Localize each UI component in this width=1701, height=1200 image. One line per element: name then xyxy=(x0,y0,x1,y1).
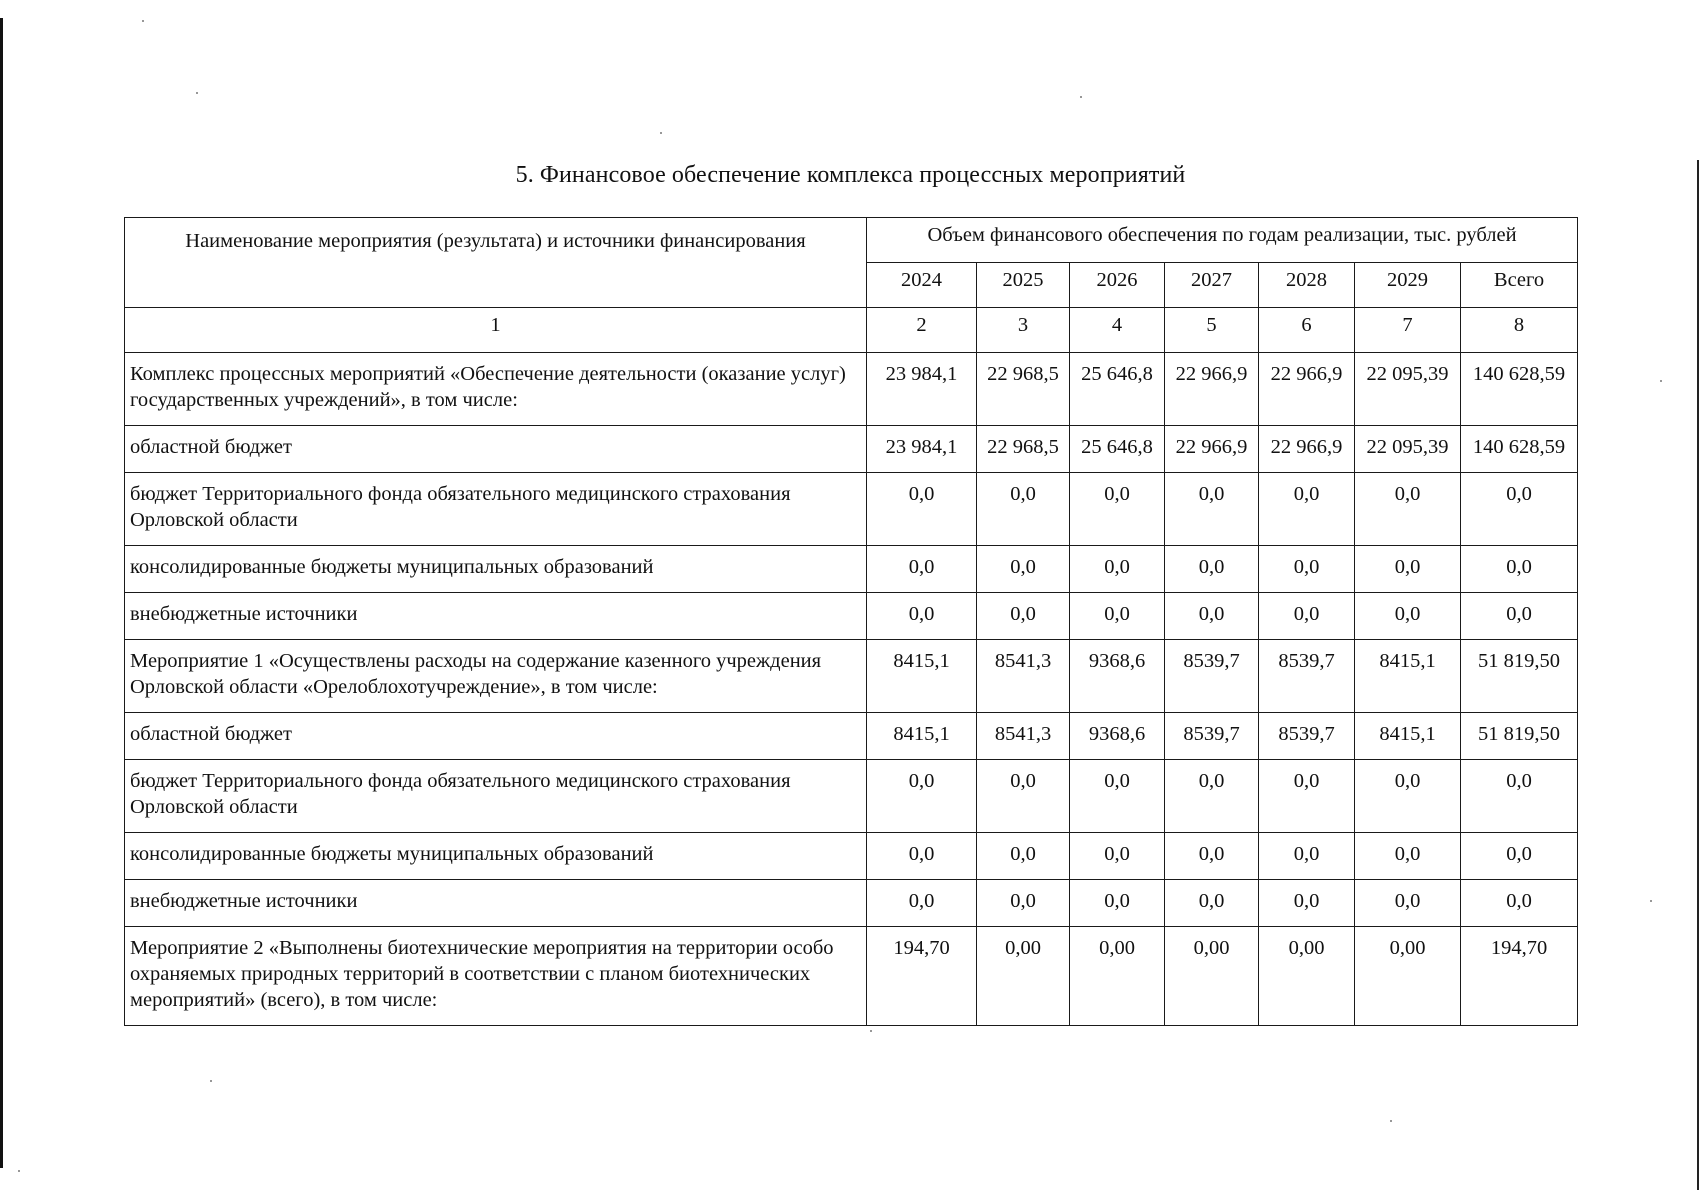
row-total-cell: 140 628,59 xyxy=(1461,426,1578,473)
scan-speck xyxy=(1650,900,1652,902)
row-value-cell: 0,0 xyxy=(977,833,1070,880)
row-name-cell: бюджет Территориального фонда обязательного медицинского страхования Орловской области xyxy=(125,473,867,546)
page-title: 5. Финансовое обеспечение комплекса процессных мероприятий xyxy=(515,162,1186,188)
table-row xyxy=(125,473,1578,546)
row-value-cell: 0,0 xyxy=(1355,760,1461,833)
row-value-cell: 0,0 xyxy=(1070,473,1165,546)
row-total-cell: 0,0 xyxy=(1461,593,1578,640)
row-value-cell: 0,00 xyxy=(1070,927,1165,1026)
row-value-cell: 0,0 xyxy=(1259,880,1355,927)
scan-left-border xyxy=(0,18,3,1168)
row-value-cell: 22 968,5 xyxy=(977,353,1070,426)
header-name-cell: Наименование мероприятия (результата) и источники финансирования xyxy=(125,218,867,308)
row-value-cell: 8415,1 xyxy=(867,640,977,713)
financing-table xyxy=(124,217,1578,1026)
year-cell: 2027 xyxy=(1165,263,1259,308)
row-name-cell: Комплекс процессных мероприятий «Обеспечение деятельности (оказание услуг) государственных учреждений», в том числе: xyxy=(125,353,867,426)
scan-speck xyxy=(1660,380,1662,382)
row-value-cell: 0,0 xyxy=(1165,546,1259,593)
total-header-cell: Всего xyxy=(1461,263,1578,308)
column-number: 2 xyxy=(867,308,977,353)
scan-speck xyxy=(1390,1120,1392,1122)
row-name-cell: областной бюджет xyxy=(125,713,867,760)
row-value-cell: 8539,7 xyxy=(1165,640,1259,713)
row-name-cell: внебюджетные источники xyxy=(125,880,867,927)
row-value-cell: 0,0 xyxy=(867,546,977,593)
row-value-cell: 0,0 xyxy=(1070,880,1165,927)
row-total-cell: 51 819,50 xyxy=(1461,713,1578,760)
scan-speck xyxy=(196,92,198,94)
row-value-cell: 0,0 xyxy=(977,593,1070,640)
column-number: 7 xyxy=(1355,308,1461,353)
row-value-cell: 0,00 xyxy=(1259,927,1355,1026)
row-value-cell: 0,0 xyxy=(1355,593,1461,640)
row-total-cell: 0,0 xyxy=(1461,833,1578,880)
table-row xyxy=(125,426,1578,473)
table-row xyxy=(125,546,1578,593)
row-value-cell: 0,0 xyxy=(977,760,1070,833)
row-name-cell: Мероприятие 1 «Осуществлены расходы на содержание казенного учреждения Орловской области «Орелоблохотучреждение», в том числе: xyxy=(125,640,867,713)
row-name-cell: бюджет Территориального фонда обязательного медицинского страхования Орловской области xyxy=(125,760,867,833)
column-number: 1 xyxy=(125,308,867,353)
row-value-cell: 0,0 xyxy=(1259,546,1355,593)
row-value-cell: 0,0 xyxy=(1259,833,1355,880)
column-number: 5 xyxy=(1165,308,1259,353)
row-value-cell: 23 984,1 xyxy=(867,426,977,473)
row-total-cell: 140 628,59 xyxy=(1461,353,1578,426)
year-cell: 2024 xyxy=(867,263,977,308)
row-value-cell: 0,0 xyxy=(1355,473,1461,546)
row-value-cell: 22 966,9 xyxy=(1259,353,1355,426)
column-number: 8 xyxy=(1461,308,1578,353)
row-value-cell: 22 095,39 xyxy=(1355,353,1461,426)
row-value-cell: 0,0 xyxy=(977,473,1070,546)
row-name-cell: консолидированные бюджеты муниципальных образований xyxy=(125,833,867,880)
row-value-cell: 0,0 xyxy=(1259,760,1355,833)
row-value-cell: 22 966,9 xyxy=(1259,426,1355,473)
year-cell: 2025 xyxy=(977,263,1070,308)
row-value-cell: 22 966,9 xyxy=(1165,426,1259,473)
row-name-cell: областной бюджет xyxy=(125,426,867,473)
table-row xyxy=(125,833,1578,880)
row-value-cell: 194,70 xyxy=(867,927,977,1026)
row-value-cell: 0,0 xyxy=(867,473,977,546)
row-total-cell: 0,0 xyxy=(1461,546,1578,593)
row-value-cell: 0,0 xyxy=(1165,473,1259,546)
row-value-cell: 8541,3 xyxy=(977,713,1070,760)
column-number: 4 xyxy=(1070,308,1165,353)
scan-speck xyxy=(142,20,144,22)
table-row xyxy=(125,880,1578,927)
table-row xyxy=(125,593,1578,640)
year-cell: 2028 xyxy=(1259,263,1355,308)
row-name-cell: внебюджетные источники xyxy=(125,593,867,640)
row-total-cell: 0,0 xyxy=(1461,473,1578,546)
scan-speck xyxy=(660,132,662,134)
scan-speck xyxy=(1080,96,1082,98)
row-value-cell: 0,0 xyxy=(1355,546,1461,593)
row-value-cell: 22 095,39 xyxy=(1355,426,1461,473)
row-value-cell: 8415,1 xyxy=(1355,713,1461,760)
row-value-cell: 8539,7 xyxy=(1165,713,1259,760)
row-value-cell: 0,0 xyxy=(1355,880,1461,927)
table-row xyxy=(125,640,1578,713)
row-value-cell: 0,0 xyxy=(1070,760,1165,833)
scan-speck xyxy=(18,1170,20,1172)
row-value-cell: 22 968,5 xyxy=(977,426,1070,473)
row-value-cell: 0,00 xyxy=(1355,927,1461,1026)
row-value-cell: 0,0 xyxy=(1259,473,1355,546)
year-cell: 2029 xyxy=(1355,263,1461,308)
row-value-cell: 0,0 xyxy=(1165,880,1259,927)
row-value-cell: 23 984,1 xyxy=(867,353,977,426)
header-row xyxy=(125,218,1578,263)
row-value-cell: 9368,6 xyxy=(1070,713,1165,760)
row-value-cell: 8415,1 xyxy=(1355,640,1461,713)
column-number-row xyxy=(125,308,1578,353)
row-value-cell: 0,0 xyxy=(1165,760,1259,833)
table-row xyxy=(125,713,1578,760)
row-total-cell: 0,0 xyxy=(1461,760,1578,833)
row-total-cell: 0,0 xyxy=(1461,880,1578,927)
table-row xyxy=(125,353,1578,426)
row-value-cell: 0,0 xyxy=(867,593,977,640)
row-value-cell: 8415,1 xyxy=(867,713,977,760)
row-value-cell: 0,0 xyxy=(867,833,977,880)
row-value-cell: 0,0 xyxy=(977,880,1070,927)
row-name-cell: консолидированные бюджеты муниципальных образований xyxy=(125,546,867,593)
row-value-cell: 0,0 xyxy=(1259,593,1355,640)
row-total-cell: 194,70 xyxy=(1461,927,1578,1026)
row-value-cell: 8541,3 xyxy=(977,640,1070,713)
row-name-cell: Мероприятие 2 «Выполнены биотехнические мероприятия на территории особо охраняемых природных территорий в соответствии с планом биотехнических мероприятий» (всего), в том числе: xyxy=(125,927,867,1026)
row-value-cell: 0,0 xyxy=(1165,593,1259,640)
column-number: 3 xyxy=(977,308,1070,353)
row-value-cell: 8539,7 xyxy=(1259,713,1355,760)
row-value-cell: 0,0 xyxy=(1070,546,1165,593)
row-value-cell: 0,0 xyxy=(867,760,977,833)
row-value-cell: 0,0 xyxy=(1165,833,1259,880)
row-value-cell: 0,00 xyxy=(977,927,1070,1026)
row-value-cell: 0,0 xyxy=(867,880,977,927)
header-volume-cell: Объем финансового обеспечения по годам реализации, тыс. рублей xyxy=(867,218,1578,263)
row-total-cell: 51 819,50 xyxy=(1461,640,1578,713)
row-value-cell: 0,0 xyxy=(977,546,1070,593)
row-value-cell: 0,0 xyxy=(1070,593,1165,640)
row-value-cell: 25 646,8 xyxy=(1070,353,1165,426)
row-value-cell: 0,0 xyxy=(1355,833,1461,880)
row-value-cell: 0,00 xyxy=(1165,927,1259,1026)
row-value-cell: 22 966,9 xyxy=(1165,353,1259,426)
row-value-cell: 9368,6 xyxy=(1070,640,1165,713)
year-cell: 2026 xyxy=(1070,263,1165,308)
row-value-cell: 25 646,8 xyxy=(1070,426,1165,473)
scan-right-border xyxy=(1697,160,1699,1190)
row-value-cell: 8539,7 xyxy=(1259,640,1355,713)
table-row xyxy=(125,927,1578,1026)
scan-speck xyxy=(870,1030,872,1032)
column-number: 6 xyxy=(1259,308,1355,353)
table-row xyxy=(125,760,1578,833)
row-value-cell: 0,0 xyxy=(1070,833,1165,880)
scan-speck xyxy=(210,1080,212,1082)
